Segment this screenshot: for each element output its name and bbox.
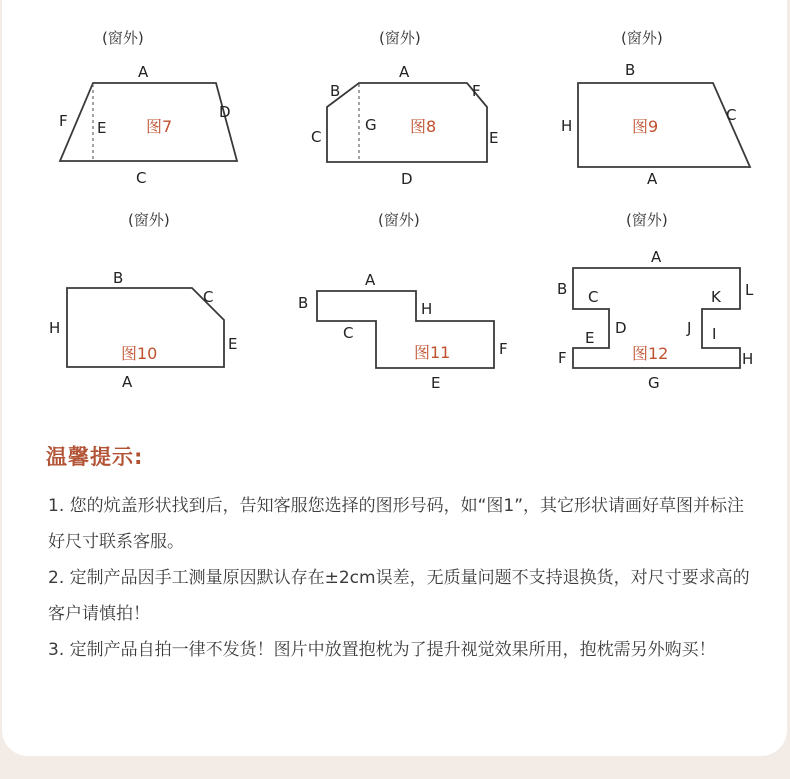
edge-label: C	[343, 324, 354, 342]
edge-label: A	[138, 63, 149, 81]
figure-8-outline	[327, 83, 487, 162]
figure-9	[561, 29, 750, 188]
figure-12	[557, 211, 754, 392]
edge-label: E	[97, 119, 107, 137]
window-label: (窗外)	[379, 29, 421, 47]
edge-label: H	[421, 300, 433, 318]
edge-label: B	[113, 269, 124, 287]
figure-8	[311, 29, 498, 188]
edge-label: B	[298, 294, 309, 312]
edge-label: A	[651, 248, 662, 266]
window-label: (窗外)	[621, 29, 663, 47]
edge-label: A	[365, 271, 376, 289]
edge-label: F	[59, 112, 68, 130]
edge-label: J	[687, 319, 692, 337]
edge-label: A	[647, 170, 658, 188]
edge-label: H	[561, 117, 573, 135]
figure-title: 图10	[121, 344, 158, 363]
figure-10	[49, 211, 237, 391]
edge-label: C	[203, 288, 214, 306]
figure-7	[59, 29, 237, 187]
edge-label: E	[489, 129, 499, 147]
figure-title: 图11	[414, 343, 451, 362]
edge-label: C	[726, 106, 737, 124]
edge-label: B	[625, 61, 636, 79]
edge-label: G	[365, 116, 377, 134]
edge-label: L	[745, 281, 754, 299]
edge-label: B	[557, 280, 568, 298]
figure-title: 图9	[632, 117, 659, 136]
edge-label: E	[585, 329, 595, 347]
window-label: (窗外)	[128, 211, 170, 229]
figure-title: 图12	[632, 344, 669, 363]
edge-label: G	[648, 374, 660, 392]
edge-label: H	[742, 350, 754, 368]
figure-9-outline	[578, 83, 750, 167]
edge-label: C	[588, 288, 599, 306]
tip-item: 1. 您的炕盖形状找到后，告知客服您选择的图形号码，如“图1”，其它形状请画好草图并标注好尺寸联系客服。	[48, 496, 745, 552]
figure-title: 图8	[410, 117, 437, 136]
edge-label: F	[499, 340, 508, 358]
edge-label: D	[219, 103, 231, 121]
window-label: (窗外)	[626, 211, 668, 229]
edge-label: H	[49, 319, 61, 337]
window-label: (窗外)	[102, 29, 144, 47]
tip-item: 3. 定制产品自拍一律不发货！图片中放置抱枕为了提升视觉效果所用，抱枕需另外购买！	[48, 640, 716, 660]
edge-label: A	[122, 373, 133, 391]
edge-label: C	[136, 169, 147, 187]
tip-item: 2. 定制产品因手工测量原因默认存在±2cm误差，无质量问题不支持退换货，对尺寸要求高的客户请慎拍！	[48, 568, 750, 624]
edge-label: I	[712, 325, 717, 343]
edge-label: A	[399, 63, 410, 81]
figure-title: 图7	[146, 117, 173, 136]
tips-title: 温馨提示:	[46, 445, 144, 469]
edge-label: F	[472, 82, 481, 100]
edge-label: F	[558, 349, 567, 367]
edge-label: E	[431, 374, 441, 392]
tips-list	[48, 488, 758, 668]
figure-11	[298, 211, 508, 392]
window-label: (窗外)	[378, 211, 420, 229]
edge-label: C	[311, 128, 322, 146]
edge-label: K	[711, 288, 721, 306]
edge-label: E	[228, 335, 238, 353]
edge-label: D	[401, 170, 413, 188]
edge-label: B	[330, 82, 341, 100]
edge-label: D	[615, 319, 627, 337]
